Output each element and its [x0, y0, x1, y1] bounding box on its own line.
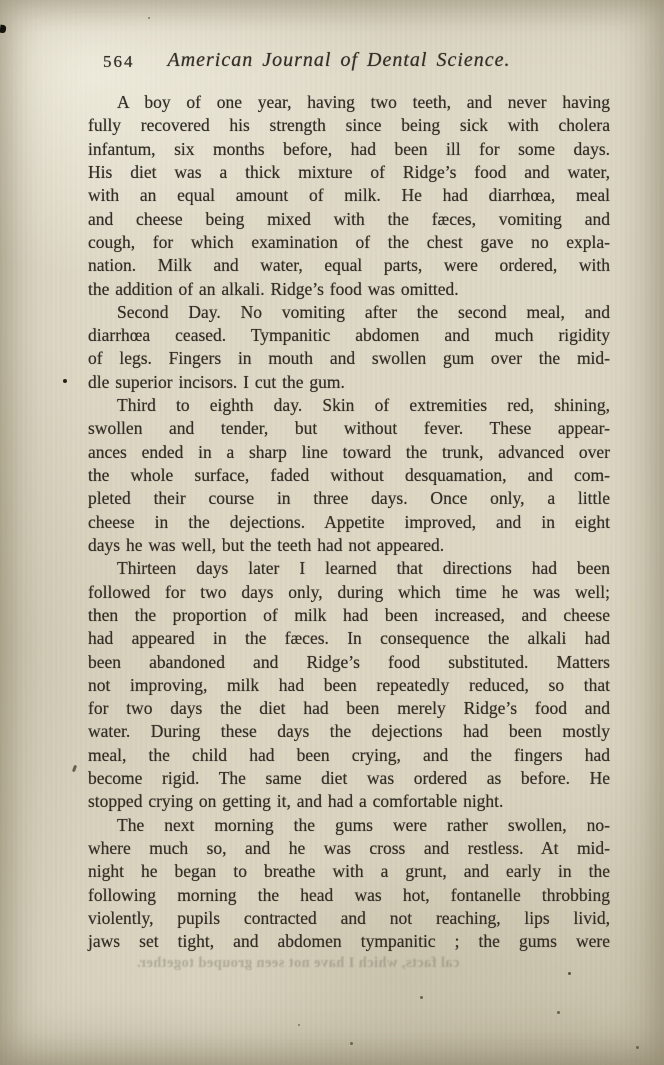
text-line: pleted their course in three days. Once only, a little — [88, 488, 610, 509]
text-block — [88, 91, 610, 954]
text-line: Third to eighth day. Skin of extremities red, shining, — [117, 395, 610, 416]
text-line: been abandoned and Ridge’s food substituted. Matters — [88, 651, 610, 672]
ink-speck — [420, 996, 423, 999]
ink-speck — [557, 1011, 560, 1014]
text-line: infantum, six months before, had been ill for some days. — [88, 138, 610, 159]
ink-speck — [298, 1024, 300, 1026]
text-line: where much so, and he was cross and restless. At mid- — [88, 838, 610, 858]
text-line: and cheese being mixed with the fæces, vomiting and — [88, 208, 610, 229]
text-line: not improving, milk had been repeatedly reduced, so that — [88, 674, 610, 695]
ink-speck — [350, 1042, 353, 1045]
text-line: dle superior incisors. I cut the gum. — [88, 371, 345, 392]
page-header — [88, 49, 610, 77]
text-line: with an equal amount of milk. He had diarrhœa, meal — [88, 185, 610, 206]
text-line: night he began to breathe with a grunt, and early in the — [88, 861, 610, 882]
text-line: Thirteen days later I learned that directions had been — [117, 558, 610, 579]
text-line: the whole surface, faded without desquamation, and com- — [88, 465, 610, 485]
text-line: for two days the diet had been merely Ridge’s food and — [88, 698, 610, 719]
page-edge-mark — [0, 25, 7, 34]
text-line: violently, pupils contracted and not reaching, lips livid, — [88, 907, 610, 928]
text-line: had appeared in the fæces. In consequence the alkali had — [88, 628, 610, 649]
text-line: the addition of an alkali. Ridge’s food was omitted. — [88, 278, 459, 299]
text-line: of legs. Fingers in mouth and swollen gum over the mid- — [88, 348, 610, 369]
text-line: cough, for which examination of the chest gave no expla- — [88, 231, 610, 252]
text-line: ances ended in a sharp line toward the trunk, advanced over — [88, 441, 610, 462]
ink-speck — [148, 17, 150, 19]
text-line: Second Day. No vomiting after the second meal, and — [117, 301, 610, 322]
text-line: then the proportion of milk had been increased, and cheese — [88, 604, 610, 625]
text-line: followed for two days only, during which time he was well; — [88, 581, 610, 602]
text-line: A boy of one year, having two teeth, and never having — [117, 92, 610, 112]
stray-ink-mark — [72, 765, 77, 773]
text-line: stopped crying on getting it, and had a comfortable night. — [88, 791, 504, 812]
text-line: following morning the head was hot, fontanelle throbbing — [88, 884, 610, 905]
bleed-through-text: cal facts, which I have not seen grouped together. — [136, 955, 460, 971]
text-line: become rigid. The same diet was ordered as before. He — [88, 768, 610, 789]
ink-speck — [636, 1046, 639, 1049]
page-number: 564 — [103, 52, 135, 71]
text-line: cheese in the dejections. Appetite improved, and in eight — [88, 511, 610, 532]
ink-speck — [63, 379, 67, 383]
text-line: meal, the child had been crying, and the fingers had — [88, 744, 610, 765]
text-line: water. During these days the dejections had been mostly — [88, 721, 610, 742]
ink-speck — [568, 972, 571, 975]
text-line: jaws set tight, and abdomen tympanitic ; the gums were — [88, 931, 610, 952]
text-line: His diet was a thick mixture of Ridge’s food and water, — [88, 161, 610, 182]
text-line: fully recovered his strength since being sick with cholera — [88, 115, 610, 136]
running-title: American Journal of Dental Science. — [167, 49, 511, 71]
text-line: diarrhœa ceased. Tympanitic abdomen and much rigidity — [88, 325, 610, 346]
text-line: days he was well, but the teeth had not appeared. — [88, 534, 445, 555]
text-line: nation. Milk and water, equal parts, were ordered, with — [88, 255, 610, 276]
text-line: The next morning the gums were rather swollen, no- — [117, 814, 610, 835]
text-line: swollen and tender, but without fever. These appear- — [88, 418, 610, 439]
